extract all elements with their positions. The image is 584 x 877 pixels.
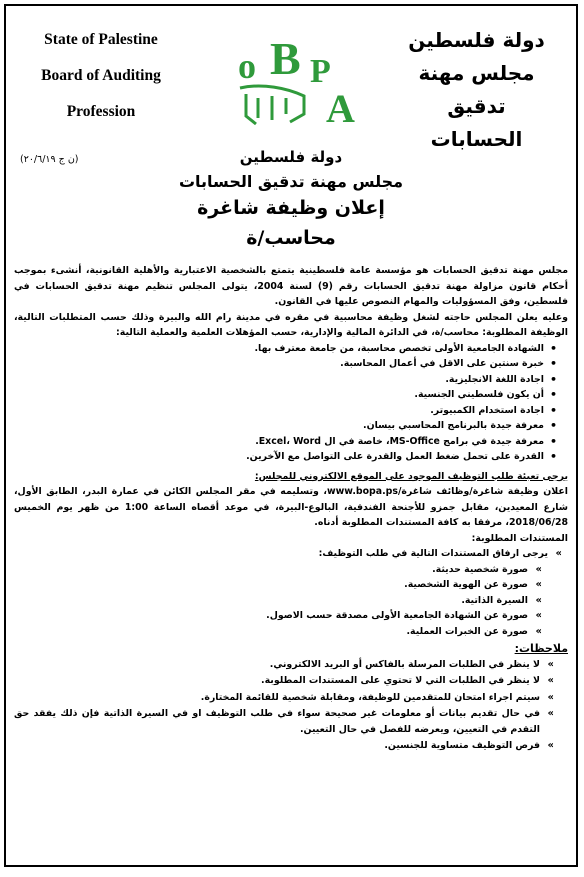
board-logo-icon: [232, 18, 364, 130]
document-item: » صورة شخصية حديثة.: [14, 562, 528, 578]
requirement-item: • معرفة جيدة في برامج MS-Office، خاصة في ال Excel، Word.: [14, 434, 544, 450]
svg-text:P: P: [310, 53, 331, 90]
document-item: » صورة عن الخبرات العملية.: [14, 624, 528, 640]
en-line-profession: Profession: [66, 103, 136, 120]
en-line-board: Board of Auditing: [41, 67, 161, 84]
announcement-titles: [6, 148, 576, 249]
note-item: » لا ينظر في الطلبات المرسلة بالفاكس أو البريد الالكتروني.: [14, 657, 540, 673]
ar-line-state: دولة فلسطين: [408, 28, 545, 52]
title-vacancy: إعلان وظيفة شاغرة: [197, 197, 385, 219]
application-heading: يرجى تعبئة طلب التوظيف الموجود على الموقع الالكتروني للمجلس:: [254, 470, 568, 482]
note-item: » سيتم اجراء امتحان للمتقدمين للوظيفة، ومقابلة شخصية للقائمة المختارة.: [14, 690, 540, 706]
reference-number: (ن ج ٢٠/٦/١٩): [20, 154, 79, 165]
intro-paragraph: مجلس مهنة تدقيق الحسابات هو مؤسسة عامة فلسطينية يتمتع بالشخصية الاعتبارية والأهلية القانونية، أنشىء بموجب أحكام قانون مزاولة مهنة تدقيق الحسابات رقم (9) لسنة 2004، يتولى المجلس تنظيم مهنة تدقيق الحسابات في فلسطين، وفق المسؤوليات والمهام النصوص عليها في القانون.: [14, 265, 568, 307]
requirement-item: • اجادة استخدام الكمبيوتر.: [14, 403, 544, 419]
documents-list: [14, 546, 568, 639]
ar-line-accounts: الحسابات: [430, 127, 523, 151]
document-item: » صورة عن الهوية الشخصية.: [14, 577, 528, 593]
vacancy-paragraph: وعليه يعلن المجلس حاجته لشغل وظيفة محاسبية في مقره في مدينة رام الله والبيرة وذلك حسب المتطلبات التالية، الوظيفة المطلوبة: محاسب/ة، في الدائرة المالية والإدارية، حسب المؤهلات العلمية والعملية التالية:: [14, 311, 568, 338]
announcement-body: [6, 263, 576, 754]
note-item: » في حال تقديم بيانات أو معلومات غير صحيحة سواء في طلب التوظيف او في السيرة الذاتية فإن ذلك يفقد حق التقدم في التعيين، ويعرضه للفصل في حال التعيين.: [14, 706, 540, 737]
svg-text:A: A: [326, 86, 355, 130]
english-letterhead: [16, 22, 186, 130]
requirements-list: [14, 341, 568, 465]
title-board: مجلس مهنة تدقيق الحسابات: [178, 172, 404, 191]
letterhead: [6, 6, 576, 151]
requirement-item: • اجادة اللغة الانجليزية.: [14, 372, 544, 388]
arabic-letterhead: [389, 24, 564, 156]
documents-lead: » يرجى ارفاق المستندات التالية في طلب التوظيف:: [14, 546, 548, 562]
application-instructions: اعلان وظيفة شاغرة/وظائف شاغرة/www.bopa.ps، وتسليمه في مقر المجلس الكائن في عمارة البدر، الطابق الأول، شارع المعيدين، مقابل جمزو للأجنحة الفندقية، البالوع-البيرة، في موعد أقصاه الساعة 1:00 من ظهر يوم الخميس 2018/06/28، مرفقا به كافة المستندات المطلوبة أدناه.: [14, 486, 568, 528]
document-item: » السيرة الذاتية.: [14, 593, 528, 609]
note-item: » لا ينظر في الطلبات التي لا تحتوي على المستندات المطلوبة.: [14, 673, 540, 689]
documents-heading: المستندات المطلوبة:: [471, 532, 568, 544]
requirement-item: • معرفة جيدة بالبرنامج المحاسبي بيسان.: [14, 418, 544, 434]
requirement-item: • خبرة سنتين على الاقل في أعمال المحاسبة.: [14, 356, 544, 372]
en-line-state: State of Palestine: [44, 31, 158, 48]
svg-text:B: B: [270, 33, 301, 84]
requirement-item: • أن يكون فلسطيني الجنسية.: [14, 387, 544, 403]
job-announcement-page: [4, 4, 578, 867]
document-item: » صورة عن الشهادة الجامعية الأولى مصدقة حسب الاصول.: [14, 608, 528, 624]
notes-heading: ملاحظات:: [514, 642, 568, 655]
title-position: محاسب/ة: [246, 227, 336, 249]
note-item: » فرص التوظيف متساوية للجنسين.: [14, 738, 540, 754]
title-state: دولة فلسطين: [239, 148, 343, 166]
ar-line-board: مجلس مهنة تدقيق: [418, 61, 535, 118]
notes-list: [14, 657, 568, 754]
requirement-item: • القدرة على تحمل ضغط العمل والقدرة على التواصل مع الآخرين.: [14, 449, 544, 465]
svg-text:o: o: [238, 46, 256, 86]
requirement-item: • الشهادة الجامعية الأولى تخصص محاسبة، من جامعة معترف بها.: [14, 341, 544, 357]
